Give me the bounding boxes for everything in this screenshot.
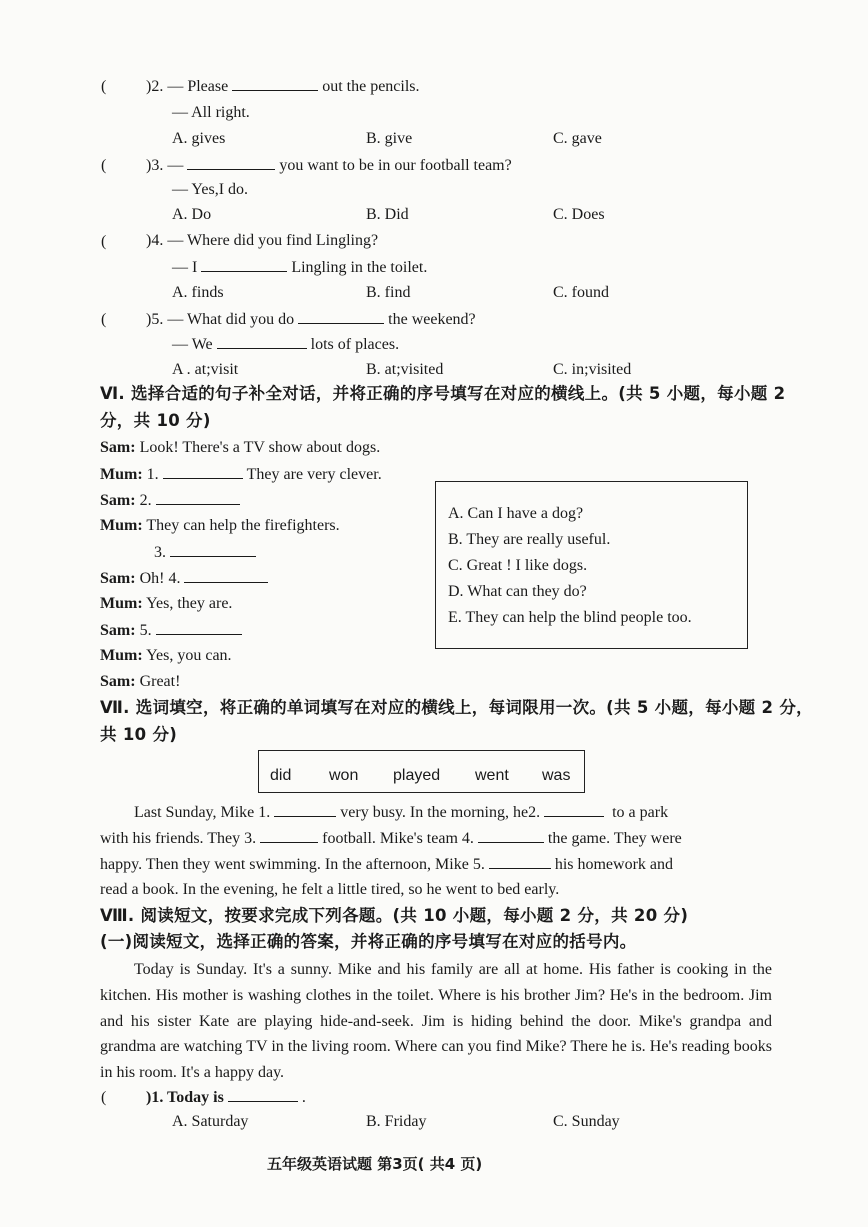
option-c: C. found — [553, 284, 609, 301]
option-a: A. Saturday — [172, 1113, 249, 1130]
section-6-title-cont: 分，共 10 分) — [100, 411, 211, 430]
choice-d: D. What can they do? — [448, 583, 587, 600]
reading-question-1: )1. Today is . — [146, 1089, 306, 1106]
reply-2: — All right. — [172, 104, 250, 121]
dialog-line: Sam: 5. — [100, 622, 246, 639]
blank[interactable] — [163, 466, 243, 479]
cloze-line: read a book. In the evening, he felt a little tired, so he went to bed early. — [100, 881, 560, 898]
option-a: A . at;visit — [172, 361, 239, 378]
page-footer: 五年级英语试题 第3页( 共4 页) — [267, 1155, 483, 1173]
reply-4: — I Lingling in the toilet. — [172, 259, 428, 276]
answer-paren: ( — [101, 233, 107, 250]
section-7-title-cont: 共 10 分) — [100, 725, 178, 744]
word: won — [329, 767, 359, 784]
blank[interactable] — [232, 78, 318, 91]
word-bank — [258, 750, 585, 793]
dialog-line: Sam: Great! — [100, 673, 181, 690]
blank[interactable] — [489, 856, 551, 869]
dialog-line: 3. — [154, 544, 260, 561]
blank[interactable] — [170, 544, 256, 557]
word: was — [542, 767, 571, 784]
option-b: B. find — [366, 284, 411, 301]
option-b: B. Friday — [366, 1113, 427, 1130]
reply-3: — Yes,I do. — [172, 181, 249, 198]
choice-c: C. Great ! I like dogs. — [448, 557, 588, 574]
answer-paren: ( — [101, 78, 107, 95]
word: did — [270, 767, 292, 784]
choices-box — [435, 481, 748, 649]
option-b: B. give — [366, 130, 413, 147]
dialog-line: Mum: 1. They are very clever. — [100, 466, 382, 483]
blank[interactable] — [156, 622, 242, 635]
word: played — [393, 767, 441, 784]
blank[interactable] — [156, 492, 240, 505]
reading-passage: Today is Sunday. It's a sunny. Mike and his family are all at home. His father is cooking in the kitchen. His mother is washing clothes in the toilet. Where is his brother Jim? He's in the bedroom. Jim and his sister Kate are playing hide-and-seek. Jim is hiding behind the door. Mike's grandpa and grandma are watching TV in the living room. Where can you find Mike? There he is. He's reading books in his room. It's a happy day. — [100, 961, 772, 1082]
blank[interactable] — [544, 804, 604, 817]
blank[interactable] — [478, 830, 544, 843]
word: went — [475, 767, 509, 784]
dialog-line: Mum: They can help the firefighters. — [100, 517, 340, 534]
question-3: )3. — you want to be in our football team? — [146, 157, 512, 174]
section-7-title: Ⅶ. 选词填空，将正确的单词填写在对应的横线上，每词限用一次。(共 5 小题，每小题 2 分， — [100, 698, 813, 717]
choice-a: A. Can I have a dog? — [448, 505, 584, 522]
reply-5: — We lots of places. — [172, 336, 400, 353]
cloze-line: Last Sunday, Mike 1. very busy. In the morning, he2. to a park — [134, 804, 669, 821]
blank[interactable] — [184, 570, 268, 583]
blank[interactable] — [260, 830, 318, 843]
choice-b: B. They are really useful. — [448, 531, 611, 548]
question-5: )5. — What did you do the weekend? — [146, 311, 476, 328]
option-a: A. finds — [172, 284, 224, 301]
blank[interactable] — [274, 804, 336, 817]
option-c: C. in;visited — [553, 361, 632, 378]
dialog-line: Sam: Oh! 4. — [100, 570, 272, 587]
dialog-line: Mum: Yes, you can. — [100, 647, 232, 664]
answer-paren: ( — [101, 311, 107, 328]
choice-e: E. They can help the blind people too. — [448, 609, 692, 626]
section-6-title: Ⅵ. 选择合适的句子补全对话，并将正确的序号填写在对应的横线上。(共 5 小题，每小题 2 — [100, 384, 786, 403]
blank[interactable] — [298, 311, 384, 324]
blank[interactable] — [228, 1089, 298, 1102]
cloze-line: with his friends. They 3. football. Mike's team 4. the game. They were — [100, 830, 682, 847]
blank[interactable] — [187, 157, 275, 170]
section-8-title: Ⅷ. 阅读短文，按要求完成下列各题。(共 10 小题，每小题 2 分，共 20 分) — [100, 906, 689, 925]
option-c: C. gave — [553, 130, 602, 147]
section-8-subtitle: (一)阅读短文，选择正确的答案，并将正确的序号填写在对应的括号内。 — [100, 932, 637, 951]
dialog-line: Sam: 2. — [100, 492, 244, 509]
blank[interactable] — [217, 336, 307, 349]
cloze-line: happy. Then they went swimming. In the afternoon, Mike 5. his homework and — [100, 856, 674, 873]
answer-paren: ( — [101, 1089, 107, 1106]
option-c: C. Does — [553, 206, 605, 223]
option-b: B. at;visited — [366, 361, 444, 378]
blank[interactable] — [201, 259, 287, 272]
option-c: C. Sunday — [553, 1113, 620, 1130]
dialog-line: Sam: Look! There's a TV show about dogs. — [100, 439, 381, 456]
option-a: A. gives — [172, 130, 226, 147]
option-a: A. Do — [172, 206, 212, 223]
question-4: )4. — Where did you find Lingling? — [146, 232, 379, 249]
question-2: )2. — Please out the pencils. — [146, 78, 420, 95]
option-b: B. Did — [366, 206, 409, 223]
answer-paren: ( — [101, 157, 107, 174]
dialog-line: Mum: Yes, they are. — [100, 595, 233, 612]
